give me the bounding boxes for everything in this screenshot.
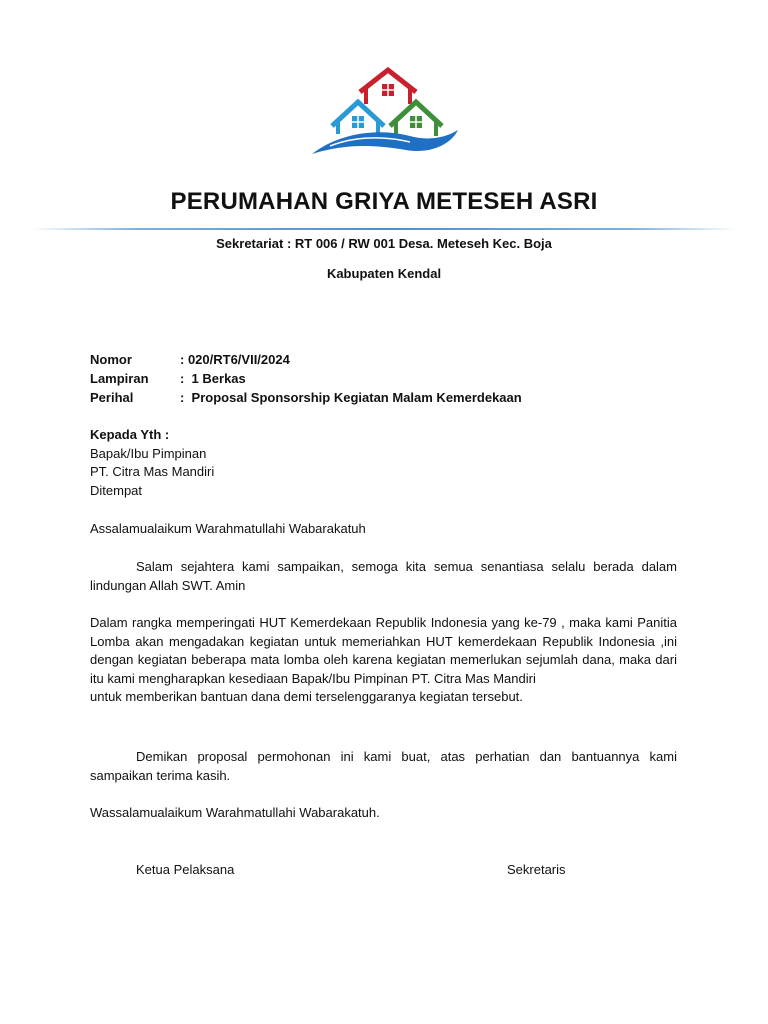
regency-line: Kabupaten Kendal <box>326 266 442 281</box>
signature-sekretaris: Sekretaris <box>507 862 566 877</box>
opening-paragraph: Salam sejahtera kami sampaikan, semoga kita semua senantiasa selalu berada dalam lindungan Allah SWT. Amin <box>90 559 677 593</box>
secretariat-address: Sekretariat : RT 006 / RW 001 Desa. Meteseh Kec. Boja <box>216 236 552 251</box>
signature-ketua-pelaksana: Ketua Pelaksana <box>136 862 235 877</box>
main-paragraph-continuation: untuk memberikan bantuan dana demi terselenggaranya kegiatan tersebut. <box>90 689 523 704</box>
recipient-line-2: PT. Citra Mas Mandiri <box>90 464 215 479</box>
main-paragraph-text: Dalam rangka memperingati HUT Kemerdekaan Republik Indonesia yang ke-79 , maka kami Panitia Lomba akan mengadakan kegiatan untuk memeriahkan HUT kemerdekaan Republik Indonesia ,ini dengan kegiatan beberapa mata lomba oleh karena kegiatan memerlukan sejumlah dana, maka dari itu kami mengharapkan kesediaan Bapak/Ibu Pimpinan PT. Citra Mas Mandiri <box>90 615 677 686</box>
housing-logo-icon <box>310 62 460 162</box>
meta-row-perihal <box>90 388 522 407</box>
nomor-value: : 020/RT6/VII/2024 <box>180 352 290 367</box>
perihal-label: Perihal <box>90 390 134 405</box>
letter-meta <box>90 350 522 407</box>
greeting-text: Assalamualaikum Warahmatullahi Wabarakatuh <box>90 521 366 536</box>
main-paragraph <box>90 614 677 707</box>
lampiran-value: : 1 Berkas <box>180 371 246 386</box>
recipient-line-3: Ditempat <box>90 482 143 498</box>
meta-row-nomor <box>90 350 522 369</box>
kepada-yth: Kepada Yth : <box>90 427 170 442</box>
nomor-label: Nomor <box>90 352 132 367</box>
recipient-line-1: Bapak/Ibu Pimpinan <box>90 445 207 461</box>
recipient-block <box>90 426 677 500</box>
header-divider <box>30 228 738 230</box>
closing-salutation: Wassalamualaikum Warahmatullahi Wabarakatuh. <box>90 805 380 820</box>
lampiran-label: Lampiran <box>90 371 149 386</box>
perihal-value: : Proposal Sponsorship Kegiatan Malam Kemerdekaan <box>180 390 522 405</box>
closing-paragraph: Demikan proposal permohonan ini kami buat, atas perhatian dan bantuannya kami sampaikan terima kasih. <box>90 749 677 783</box>
org-name-heading: PERUMAHAN GRIYA METESEH ASRI <box>170 188 598 215</box>
meta-row-lampiran <box>90 369 522 388</box>
